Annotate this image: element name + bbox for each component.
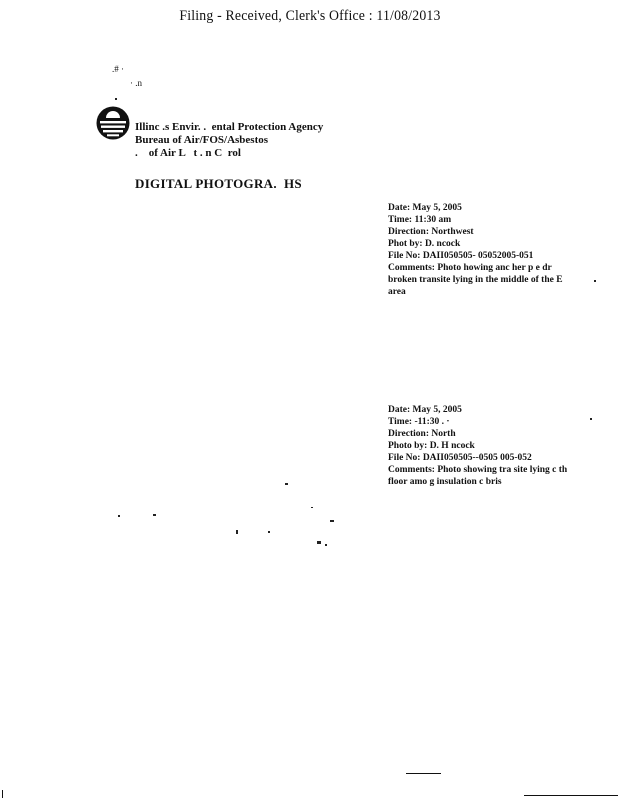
caption-comments-cont: floor amo g insulation c bris (388, 477, 502, 487)
filing-received-stamp: Filing - Received, Clerk's Office : 11/08/2013 (179, 8, 441, 24)
photo-caption-1 (388, 202, 603, 298)
caption-photographer: Photo by: D. H ncock (388, 441, 475, 451)
caption-direction: Direction: North (388, 429, 456, 439)
caption-direction: Direction: Northwest (388, 227, 474, 237)
scan-artifact-mark: .# · (112, 64, 124, 74)
photo-caption-2 (388, 404, 603, 488)
bureau-name: Bureau of Air/FOS/Asbestos (135, 134, 269, 146)
divider-line (524, 795, 618, 796)
divider-line (406, 773, 441, 774)
caption-date: Date: May 5, 2005 (388, 405, 462, 415)
page-title: DIGITAL PHOTOGRA. HS (135, 176, 302, 191)
caption-time: Time: 11:30 am (388, 215, 452, 225)
caption-comments: Comments: Photo showing tra site lying c th (388, 465, 568, 475)
illinois-epa-seal-icon (96, 106, 130, 140)
scan-artifact-mark: · .n (130, 78, 142, 88)
caption-comments: Comments: Photo howing anc her p e dr (388, 263, 552, 273)
division-name: . of Air L t . n C rol (135, 147, 241, 159)
agency-header (135, 121, 323, 160)
caption-file-number: File No: DAII050505- 05052005-051 (388, 251, 534, 261)
caption-photographer: Phot by: D. ncock (388, 239, 461, 249)
caption-file-number: File No: DAII050505--0505 005-052 (388, 453, 532, 463)
margin-mark (2, 790, 3, 798)
caption-time: Time: -11:30 . · (388, 417, 450, 427)
caption-comments-cont: broken transite lying in the middle of the E (388, 275, 563, 285)
agency-name: Illinc .s Envir. . ental Protection Agency (135, 121, 324, 133)
caption-comments-cont: area (388, 287, 406, 297)
caption-date: Date: May 5, 2005 (388, 203, 462, 213)
